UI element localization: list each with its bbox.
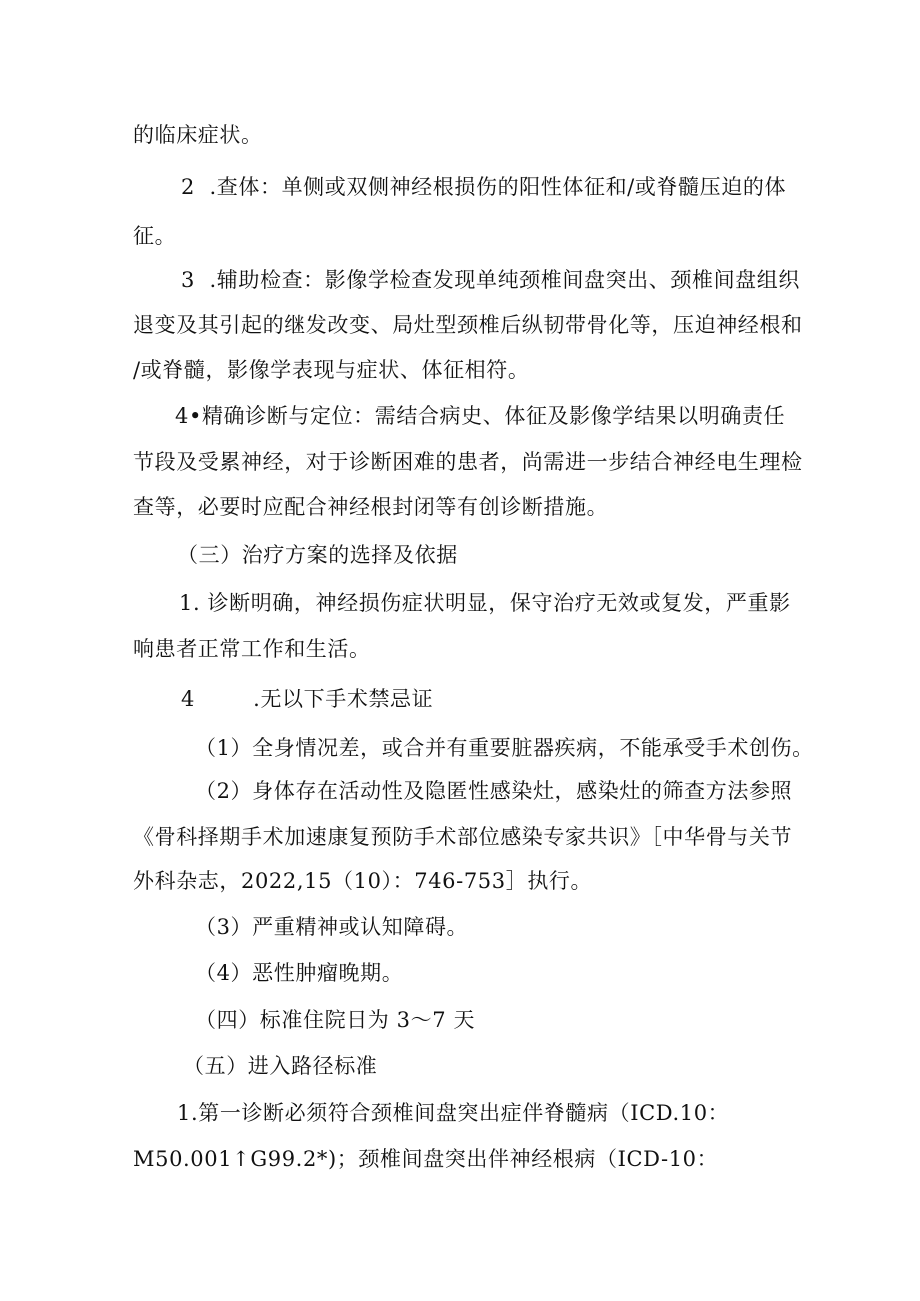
text-line-7: 4•精确诊断与定位：需结合病史、体征及影像学结果以明确责任 <box>175 404 786 428</box>
text-line-19: （4）恶性肿瘤晚期。 <box>195 961 404 985</box>
text-line-13: 4 .无以下手术禁忌证 <box>181 687 434 711</box>
text-line-2: 2 .查体：单侧或双侧神经根损伤的阳性体征和/或脊髓压迫的体 <box>181 175 787 199</box>
section-heading-treatment: （三）治疗方案的选择及依据 <box>177 543 458 567</box>
text-line-5: 退变及其引起的继发改变、局灶型颈椎后纵韧带骨化等，压迫神经根和 <box>133 313 803 337</box>
text-line-8: 节段及受累神经，对于诊断困难的患者，尚需进一步结合神经电生理检 <box>133 450 803 474</box>
text-line-15: （2）身体存在活动性及隐匿性感染灶，感染灶的筛查方法参照 <box>195 779 793 803</box>
text-line-1: 的临床症状。 <box>133 123 263 147</box>
text-line-6: /或脊髓，影像学表现与症状、体征相符。 <box>133 358 530 382</box>
text-line-23: M50.001↑G99.2*)；颈椎间盘突出伴神经根病（ICD-10： <box>133 1147 719 1171</box>
text-line-4: 3 .辅助检查：影像学检查发现单纯颈椎间盘突出、颈椎间盘组织 <box>181 268 800 292</box>
text-line-12: 响患者正常工作和生活。 <box>133 637 371 661</box>
text-line-16: 《骨科择期手术加速康复预防手术部位感染专家共识》［中华骨与关节 <box>133 825 793 849</box>
text-line-9: 查等，必要时应配合神经根封闭等有创诊断措施。 <box>133 495 609 519</box>
text-line-3: 征。 <box>133 224 177 248</box>
text-line-17: 外科杂志，2022,15（10）：746-753］执行。 <box>133 869 593 893</box>
section-heading-criteria: （五）进入路径标准 <box>183 1054 378 1078</box>
section-heading-stay: （四）标准住院日为 3～7 天 <box>195 1008 476 1032</box>
text-line-14: （1）全身情况差，或合并有重要脏器疾病，不能承受手术创伤。 <box>195 736 814 760</box>
text-line-18: （3）严重精神或认知障碍。 <box>195 915 469 939</box>
text-line-11: 1. 诊断明确，神经损伤症状明显，保守治疗无效或复发，严重影 <box>179 591 791 615</box>
text-line-22: 1.第一诊断必须符合颈椎间盘突出症伴脊髓病（ICD.10： <box>177 1101 730 1125</box>
